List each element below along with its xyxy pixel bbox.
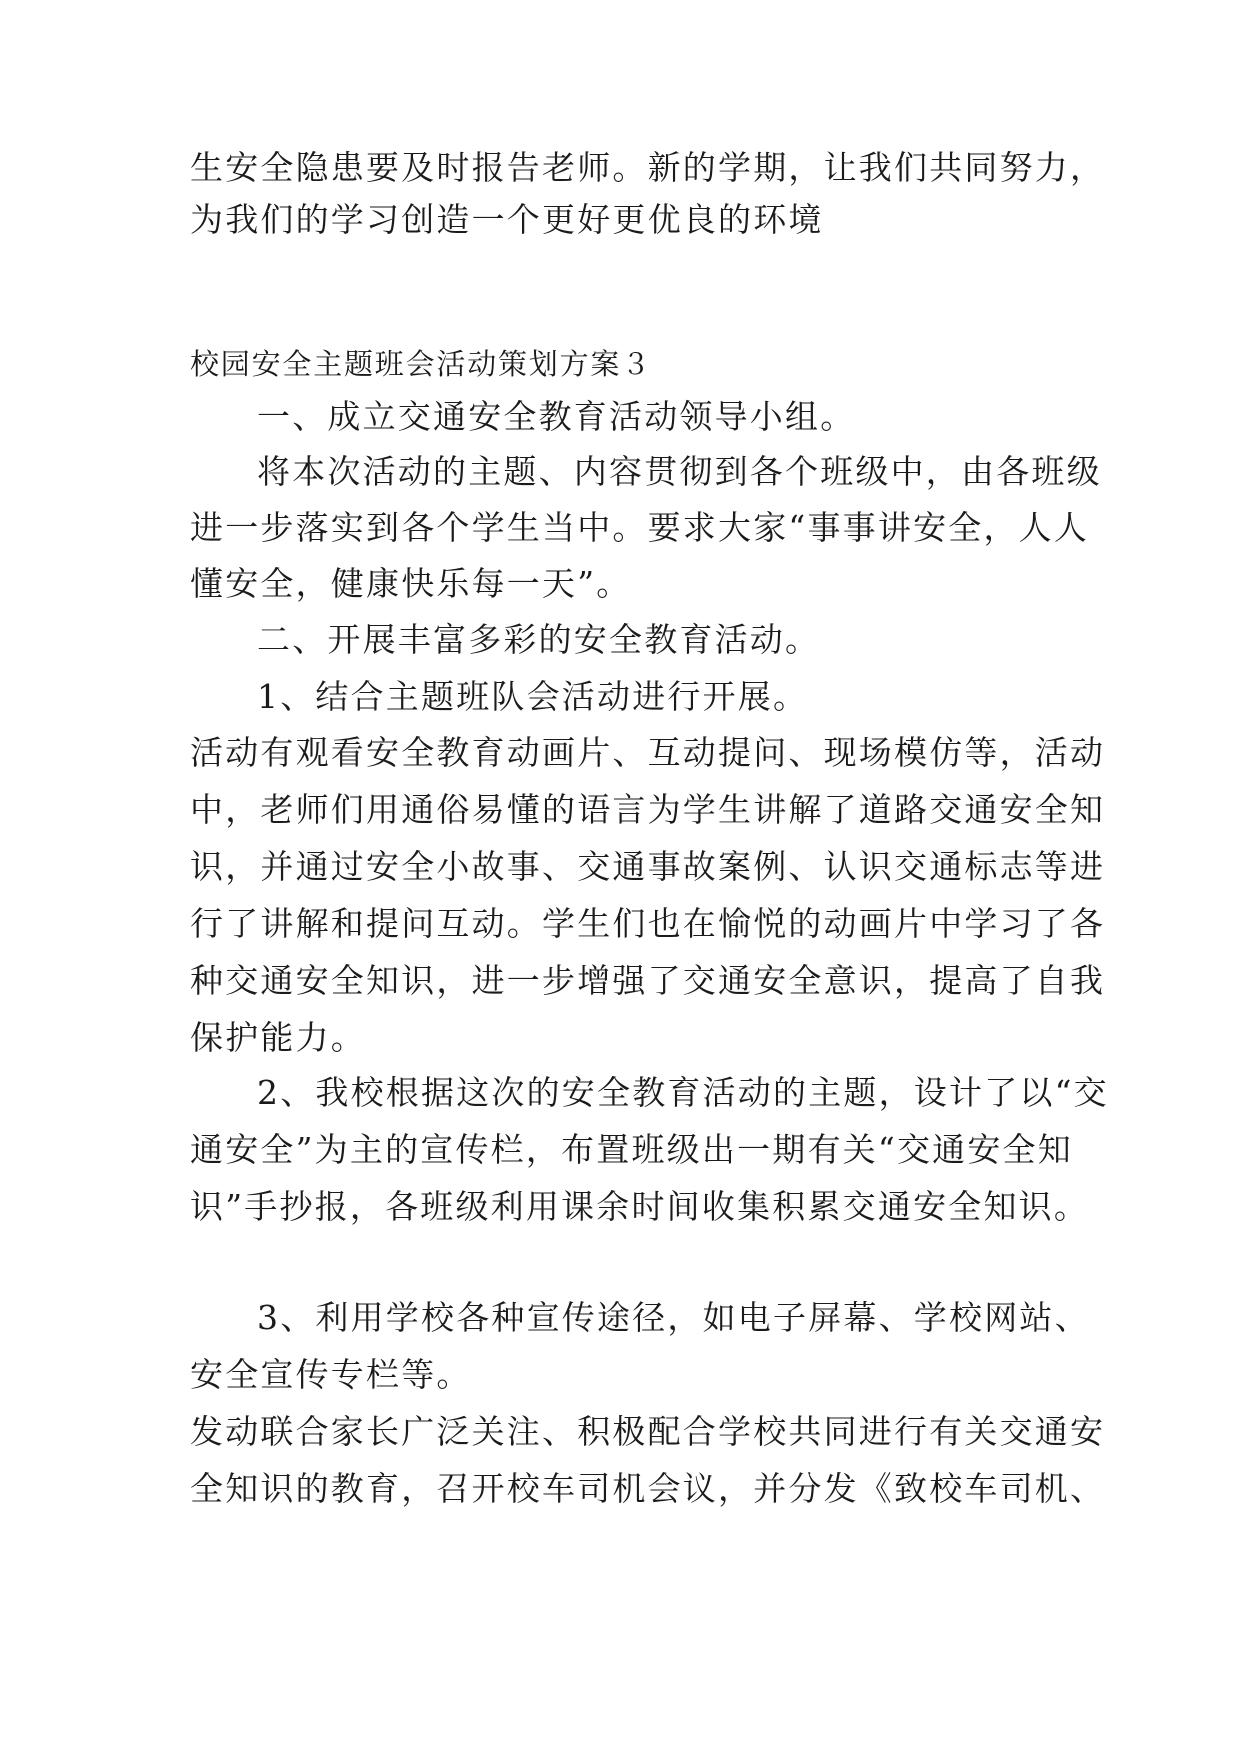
paragraph-line: 安全宣传专栏等。 <box>190 1355 472 1394</box>
paragraph-line: 3、利用学校各种宣传途径，如电子屏幕、学校网站、 <box>257 1298 1090 1337</box>
paragraph-line: 将本次活动的主题、内容贯彻到各个班级中，由各班级 <box>257 452 1102 491</box>
paragraph-line: 识”手抄报，各班级利用课余时间收集积累交通安全知识。 <box>190 1187 1090 1226</box>
paragraph-line: 2、我校根据这次的安全教育活动的主题，设计了以“交 <box>257 1073 1109 1112</box>
paragraph-line: 种交通安全知识，进一步增强了交通安全意识，提高了自我 <box>190 961 1106 1000</box>
paragraph-line: 为我们的学习创造一个更好更优良的环境 <box>190 200 824 239</box>
paragraph-line: 进一步落实到各个学生当中。要求大家“事事讲安全，人人 <box>190 508 1090 547</box>
heading-line: 二、开展丰富多彩的安全教育活动。 <box>257 620 821 659</box>
paragraph-line: 通安全”为主的宣传栏，布置班级出一期有关“交通安全知 <box>190 1130 1073 1169</box>
paragraph-line: 中，老师们用通俗易懂的语言为学生讲解了道路交通安全知 <box>190 790 1106 829</box>
paragraph-line: 保护能力。 <box>190 1018 366 1057</box>
paragraph-line: 行了讲解和提问互动。学生们也在愉悦的动画片中学习了各 <box>190 904 1106 943</box>
heading-line: 1、结合主题班队会活动进行开展。 <box>257 677 809 716</box>
paragraph-line: 生安全隐患要及时报告老师。新的学期，让我们共同努力， <box>190 148 1106 187</box>
heading-line: 一、成立交通安全教育活动领导小组。 <box>257 397 856 436</box>
paragraph-line: 发动联合家长广泛关注、积极配合学校共同进行有关交通安 <box>190 1412 1106 1451</box>
paragraph-line: 全知识的教育，召开校车司机会议，并分发《致校车司机、 <box>190 1469 1106 1508</box>
section-title: 校园安全主题班会活动策划方案３ <box>190 347 653 381</box>
paragraph-line: 识，并通过安全小故事、交通事故案例、认识交通标志等进 <box>190 847 1106 886</box>
paragraph-line: 懂安全，健康快乐每一天”。 <box>190 564 632 603</box>
paragraph-line: 活动有观看安全教育动画片、互动提问、现场模仿等，活动 <box>190 733 1106 772</box>
